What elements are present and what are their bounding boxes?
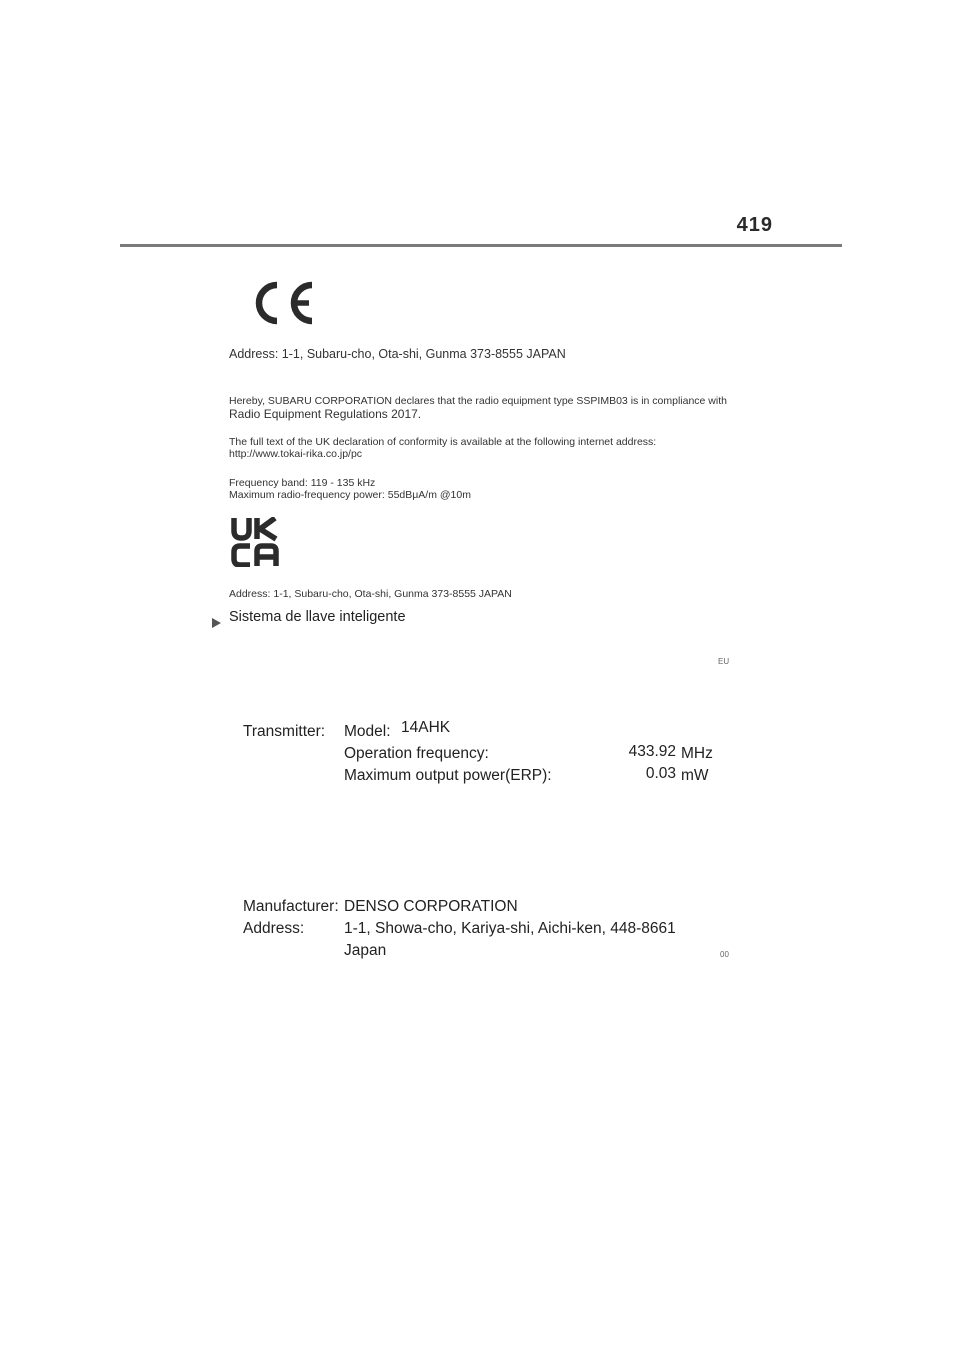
conformity-text: The full text of the UK declaration of conformity is available at the following internet address: <box>229 436 657 448</box>
header-divider <box>120 244 842 247</box>
ce-address: Address: 1-1, Subaru-cho, Ota-shi, Gunma 373-8555 JAPAN <box>229 347 566 361</box>
model-label: Model: <box>344 723 391 740</box>
manufacturer-code: 00 <box>720 950 729 959</box>
max-rf-power: Maximum radio-frequency power: 55dBμA/m @10m <box>229 489 471 501</box>
page-number: 419 <box>736 214 773 236</box>
manufacturer-address-label: Address: <box>243 920 305 937</box>
section-title: Sistema de llave inteligente <box>229 609 406 625</box>
manufacturer-address-line2: Japan <box>344 942 387 959</box>
power-label: Maximum output power(ERP): <box>344 767 552 784</box>
manufacturer-name: DENSO CORPORATION <box>344 898 518 915</box>
power-unit: mW <box>681 767 709 784</box>
frequency-label: Operation frequency: <box>344 745 489 762</box>
conformity-url: http://www.tokai-rika.co.jp/pc <box>229 448 363 460</box>
power-value: 0.03 <box>645 765 676 782</box>
model-value: 14AHK <box>401 719 451 736</box>
manufacturer-address-line1: 1-1, Showa-cho, Kariya-shi, Aichi-ken, 448-8661 <box>344 920 676 937</box>
transmitter-label: Transmitter: <box>243 723 326 740</box>
uk-declaration-line1: Hereby, SUBARU CORPORATION declares that the radio equipment type SSPIMB03 is in compliance with <box>229 395 727 407</box>
manufacturer-label: Manufacturer: <box>243 898 339 915</box>
frequency-band: Frequency band: 119 - 135 kHz <box>229 477 376 489</box>
region-tag: EU <box>718 657 730 666</box>
ukca-mark-icon <box>231 517 279 572</box>
uk-declaration-line2: Radio Equipment Regulations 2017. <box>229 407 422 421</box>
frequency-value: 433.92 <box>628 743 676 760</box>
triangle-right-icon <box>212 615 221 633</box>
ukca-address: Address: 1-1, Subaru-cho, Ota-shi, Gunma 373-8555 JAPAN <box>229 588 512 600</box>
frequency-unit: MHz <box>681 745 713 762</box>
ce-mark-icon <box>248 280 314 331</box>
